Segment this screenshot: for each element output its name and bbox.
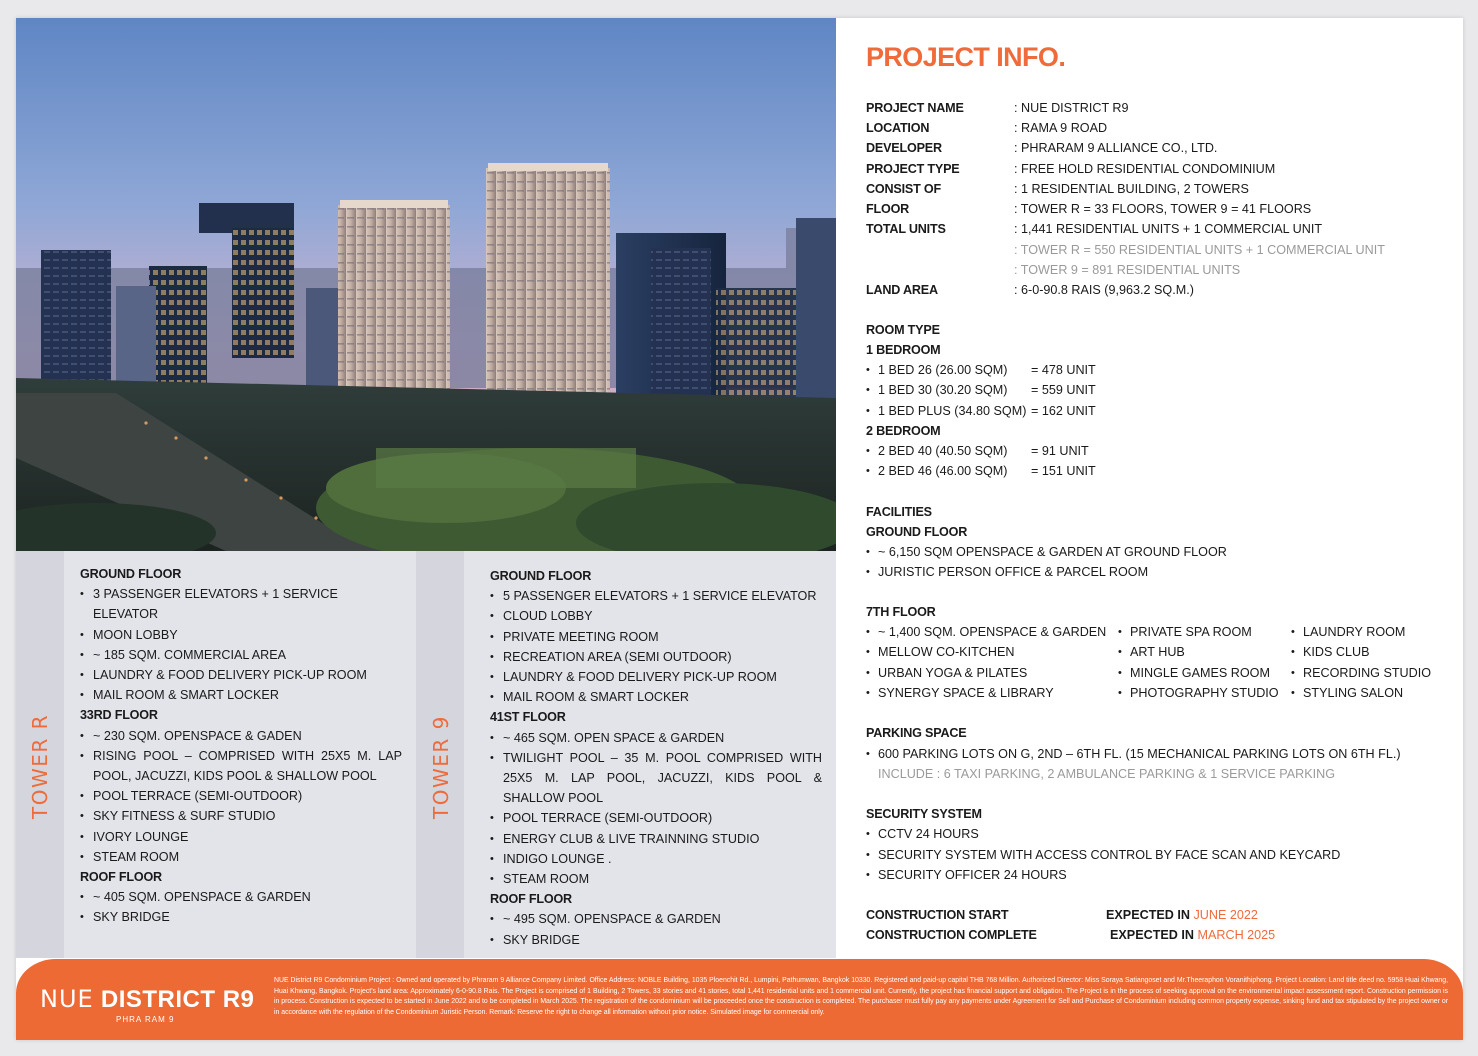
info-label: LOCATION	[866, 121, 930, 135]
list-item: • RISING POOL – COMPRISED WITH 25X5 M. LAP POOL, JACUZZI, KIDS POOL & SHALLOW POOL	[80, 746, 402, 786]
tower-9-list	[490, 566, 822, 950]
room-count: = 478 UNIT	[1031, 363, 1096, 377]
tower-9-ground-title: GROUND FLOOR	[490, 569, 592, 583]
room-type-title: ROOM TYPE	[866, 323, 940, 337]
list-item: • ~ 1,400 SQM. OPENSPACE & GARDEN	[866, 622, 1106, 642]
info-label: CONSIST OF	[866, 182, 941, 196]
facilities-7th-title: 7TH FLOOR	[866, 605, 936, 619]
list-item: • CLOUD LOBBY	[490, 606, 822, 626]
facilities-ground-title: GROUND FLOOR	[866, 525, 968, 539]
list-item: • JURISTIC PERSON OFFICE & PARCEL ROOM	[866, 562, 1148, 582]
list-item: • PRIVATE SPA ROOM	[1118, 622, 1252, 642]
list-item: • MAIL ROOM & SMART LOCKER	[80, 685, 402, 705]
parking-include: INCLUDE : 6 TAXI PARKING, 2 AMBULANCE PARKING & 1 SERVICE PARKING	[878, 767, 1336, 781]
list-item: • IVORY LOUNGE	[80, 827, 402, 847]
hero-rendering	[16, 18, 836, 551]
construction-complete-value	[1110, 925, 1275, 945]
list-item: • SKY FITNESS & SURF STUDIO	[80, 806, 402, 826]
list-item: • KIDS CLUB	[1291, 642, 1370, 662]
tower-r-panel	[16, 551, 416, 958]
brand-light: NUE	[40, 985, 94, 1013]
tower-r-ground-title: GROUND FLOOR	[80, 567, 182, 581]
construction-start-prefix: EXPECTED IN	[1106, 908, 1190, 922]
construction-complete-prefix: EXPECTED IN	[1110, 928, 1194, 942]
list-item: • PHOTOGRAPHY STUDIO	[1118, 683, 1279, 703]
construction-start-value	[1106, 905, 1258, 925]
room-row	[866, 461, 1008, 481]
room-name: 1 BED 26 (26.00 SQM)	[878, 363, 1008, 377]
list-item: • SKY BRIDGE	[80, 907, 402, 927]
list-item: • STYLING SALON	[1291, 683, 1403, 703]
brand-bold: DISTRICT R9	[100, 986, 255, 1013]
list-item: • ~ 230 SQM. OPENSPACE & GADEN	[80, 726, 402, 746]
brand-logo	[40, 985, 255, 1024]
room-name: 1 BED PLUS (34.80 SQM)	[878, 404, 1027, 418]
list-item: • POOL TERRACE (SEMI-OUTDOOR)	[80, 786, 402, 806]
info-value: : 6-0-90.8 RAIS (9,963.2 SQ.M.)	[1014, 283, 1194, 297]
info-value: : FREE HOLD RESIDENTIAL CONDOMINIUM	[1014, 162, 1276, 176]
list-item: • RECREATION AREA (SEMI OUTDOOR)	[490, 647, 822, 667]
brand-subtitle: PHRA RAM 9	[116, 1015, 175, 1024]
room-row	[866, 401, 1026, 421]
list-item: • LAUNDRY ROOM	[1291, 622, 1405, 642]
list-item: • URBAN YOGA & PILATES	[866, 663, 1027, 683]
list-item: • STEAM ROOM	[490, 869, 822, 889]
security-title: SECURITY SYSTEM	[866, 807, 982, 821]
two-bedroom-title: 2 BEDROOM	[866, 424, 941, 438]
list-item: • LAUNDRY & FOOD DELIVERY PICK-UP ROOM	[490, 667, 822, 687]
tower-9-41st-title: 41ST FLOOR	[490, 710, 566, 725]
parking-title: PARKING SPACE	[866, 726, 967, 740]
construction-start-date: JUNE 2022	[1193, 908, 1258, 922]
info-value: : NUE DISTRICT R9	[1014, 101, 1129, 115]
tower-9-roof-title: ROOF FLOOR	[490, 892, 572, 907]
list-item: • PRIVATE MEETING ROOM	[490, 627, 822, 647]
room-count: = 559 UNIT	[1031, 383, 1096, 397]
list-item: • 3 PASSENGER ELEVATORS + 1 SERVICE ELEVATOR	[80, 584, 402, 624]
construction-complete-label: CONSTRUCTION COMPLETE	[866, 928, 1037, 942]
tower-r-list	[80, 564, 402, 928]
list-item: • 5 PASSENGER ELEVATORS + 1 SERVICE ELEVATOR	[490, 586, 822, 606]
info-value: : 1 RESIDENTIAL BUILDING, 2 TOWERS	[1014, 182, 1249, 196]
brand-wordmark	[40, 985, 254, 1014]
list-item: • SKY BRIDGE	[490, 930, 822, 950]
room-row	[866, 360, 1008, 380]
info-label: LAND AREA	[866, 283, 938, 297]
info-value: : 1,441 RESIDENTIAL UNITS + 1 COMMERCIAL UNIT	[1014, 222, 1323, 236]
room-name: 2 BED 40 (40.50 SQM)	[878, 444, 1008, 458]
list-item: • ~ 405 SQM. OPENSPACE & GARDEN	[80, 887, 402, 907]
list-item: • ART HUB	[1118, 642, 1185, 662]
room-count: = 162 UNIT	[1031, 404, 1096, 418]
list-item: • RECORDING STUDIO	[1291, 663, 1431, 683]
room-count: = 91 UNIT	[1031, 444, 1089, 458]
room-name: 1 BED 30 (30.20 SQM)	[878, 383, 1008, 397]
one-bedroom-title: 1 BEDROOM	[866, 343, 941, 357]
info-label: PROJECT TYPE	[866, 162, 960, 176]
list-item: • ~ 495 SQM. OPENSPACE & GARDEN	[490, 909, 822, 929]
facilities-title: FACILITIES	[866, 505, 932, 519]
room-name: 2 BED 46 (46.00 SQM)	[878, 464, 1008, 478]
list-item: • ~ 465 SQM. OPEN SPACE & GARDEN	[490, 728, 822, 748]
room-row	[866, 380, 1008, 400]
info-label: PROJECT NAME	[866, 101, 964, 115]
info-value: : TOWER 9 = 891 RESIDENTIAL UNITS	[1014, 263, 1241, 277]
info-value: : PHRARAM 9 ALLIANCE CO., LTD.	[1014, 141, 1218, 155]
list-item: • SYNERGY SPACE & LIBRARY	[866, 683, 1054, 703]
room-count: = 151 UNIT	[1031, 464, 1096, 478]
list-item: • SECURITY SYSTEM WITH ACCESS CONTROL BY FACE SCAN AND KEYCARD	[866, 845, 1340, 865]
construction-start-label: CONSTRUCTION START	[866, 908, 1009, 922]
tower-r-roof-title: ROOF FLOOR	[80, 870, 162, 885]
list-item: • STEAM ROOM	[80, 847, 402, 867]
list-item: • TWILIGHT POOL – 35 M. POOL COMPRISED WITH 25X5 M. LAP POOL, JACUZZI, KIDS POOL & SHALLOW POOL	[490, 748, 822, 809]
list-item: • MELLOW CO-KITCHEN	[866, 642, 1014, 662]
info-label: TOTAL UNITS	[866, 222, 946, 236]
info-value: : TOWER R = 550 RESIDENTIAL UNITS + 1 COMMERCIAL UNIT	[1014, 243, 1385, 257]
info-label: DEVELOPER	[866, 141, 942, 155]
page-title: PROJECT INFO.	[866, 42, 1066, 72]
footer-banner	[16, 959, 1463, 1040]
hero-image	[16, 18, 836, 551]
list-item: • ENERGY CLUB & LIVE TRAINNING STUDIO	[490, 829, 822, 849]
list-item: • ~ 185 SQM. COMMERCIAL AREA	[80, 645, 402, 665]
info-value: : RAMA 9 ROAD	[1014, 121, 1108, 135]
tower-9-panel	[416, 551, 836, 958]
list-item: • INDIGO LOUNGE .	[490, 849, 822, 869]
construction-complete-date: MARCH 2025	[1197, 928, 1276, 942]
list-item: • CCTV 24 HOURS	[866, 824, 979, 844]
list-item: • MINGLE GAMES ROOM	[1118, 663, 1270, 683]
info-value: : TOWER R = 33 FLOORS, TOWER 9 = 41 FLOORS	[1014, 202, 1312, 216]
info-label: FLOOR	[866, 202, 910, 216]
list-item: • ~ 6,150 SQM OPENSPACE & GARDEN AT GROUND FLOOR	[866, 542, 1227, 562]
list-item: • 600 PARKING LOTS ON G, 2ND – 6TH FL. (15 MECHANICAL PARKING LOTS ON 6TH FL.)	[866, 744, 1401, 764]
tower-r-label: TOWER R	[28, 713, 52, 819]
brochure-sheet	[16, 18, 1463, 1040]
list-item: • MOON LOBBY	[80, 625, 402, 645]
list-item: • POOL TERRACE (SEMI-OUTDOOR)	[490, 808, 822, 828]
tower-r-33rd-title: 33RD FLOOR	[80, 708, 158, 723]
room-row	[866, 441, 1008, 461]
tower-9-label: TOWER 9	[429, 715, 453, 819]
list-item: • LAUNDRY & FOOD DELIVERY PICK-UP ROOM	[80, 665, 402, 685]
list-item: • SECURITY OFFICER 24 HOURS	[866, 865, 1067, 885]
legal-disclaimer: NUE District R9 Condominium Project : Owned and operated by Phraram 9 Alliance Company Limited. Office Address: NOBLE Building, 1035 Ploenchit Rd., Lumpini, Pathumwan, Bangkok 10330. Registered and paid-up capital THB 768 Million. Authorized Director: Miss Soraya Satiangoset and Mr.Theeraphon Voranithiphong. Project Location: Land title deed no. 5958 Huai Khwang, Huai Khwang, Bangkok. Project's land area: Approximately 6-0-90.8 Rais. The Project is comprised of 1 Building, 2 Towers, 33 stories and 41 stories, total 1,441 residential units and 1 commercial unit. Currently, the project has financial support and obligation. The Project is in the process of seeking approval on the environmental impact assessment report. Construction permission is in process. Construction is expected to be started in June 2022 and to be completed in March 2025. The registration of the condominium will be proceeded once the construction is completed. The purchaser must fully pay any payments under Agreement for Sell and Purchase of Condominium including common property expense, sinking fund and tax stipulated by the project owner or in accordance with the regulation of the Condominium Juristic Person. Remark: Reserve the right to change all information without prior notice. Simulated image for commercial only.	[274, 977, 1448, 1016]
list-item: • MAIL ROOM & SMART LOCKER	[490, 687, 822, 707]
